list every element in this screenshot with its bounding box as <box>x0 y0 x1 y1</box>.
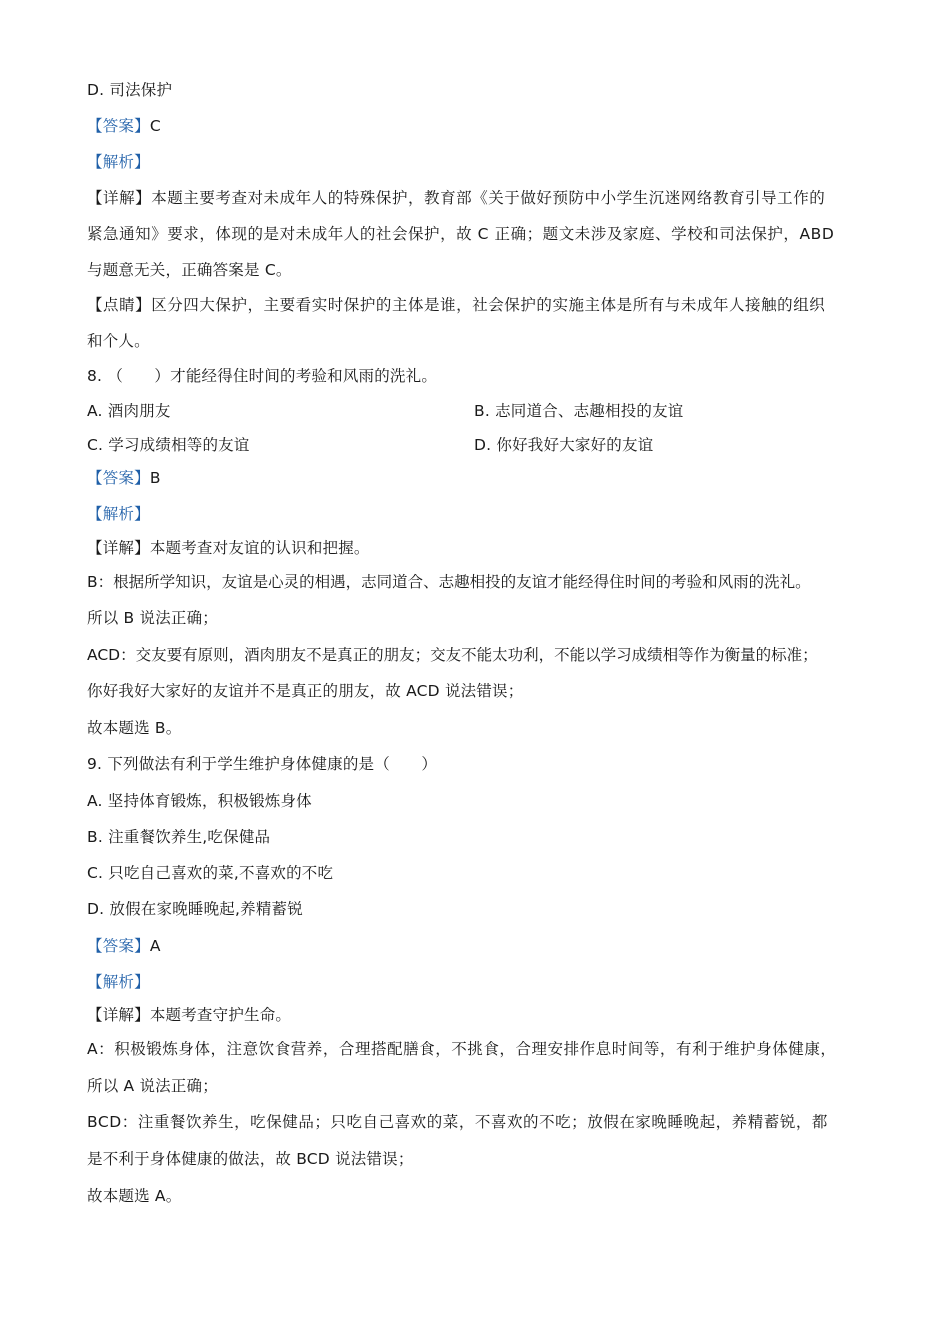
q9-option-d: D. 放假在家晚睡晚起,养精蓄锐 <box>87 900 303 918</box>
q9-option-c: C. 只吃自己喜欢的菜,不喜欢的不吃 <box>87 864 334 882</box>
q8-detail-line-1 <box>87 536 877 560</box>
detail-text: 本题主要考查对未成年人的特殊保护，教育部《关于做好预防中小学生沉迷网络教育引导工作的 <box>151 189 826 207</box>
analysis-tag: 【解析】 <box>87 153 150 171</box>
q8-option-c: C. 学习成绩相等的友谊 <box>87 436 250 454</box>
q9-option-a: A. 坚持体育锻炼，积极锻炼身体 <box>87 792 312 810</box>
q7-detail-line-1 <box>87 186 877 210</box>
q8-acd-line-1: ACD：交友要有原则，酒肉朋友不是真正的朋友；交友不能太功利，不能以学习成绩相等作为衡量的标准； <box>87 646 818 664</box>
q8-option-d: D. 你好我好大家好的友谊 <box>474 436 654 454</box>
q8-analysis-heading <box>87 502 877 526</box>
q9-analysis-heading <box>87 970 877 994</box>
answer-value: A <box>149 937 161 955</box>
q7-answer <box>87 114 877 138</box>
detail-text: 本题考查守护生命。 <box>149 1006 292 1024</box>
q8-options-row-2 <box>87 433 877 457</box>
q7-detail-line-3: 与题意无关，正确答案是 C。 <box>87 261 292 279</box>
q9-answer <box>87 934 877 958</box>
q8-options-row-1 <box>87 399 877 423</box>
tip-tag: 【点睛】 <box>87 296 152 314</box>
q8-option-a: A. 酒肉朋友 <box>87 402 171 420</box>
q9-conclusion: 故本题选 A。 <box>87 1187 182 1205</box>
q9-a-line-1: A：积极锻炼身体，注意饮食营养，合理搭配膳食，不挑食，合理安排作息时间等，有利于维护身体健康， <box>87 1040 837 1058</box>
q9-bcd-line-2: 是不利于身体健康的做法，故 BCD 说法错误； <box>87 1150 414 1168</box>
q9-bcd-line-1: BCD：注重餐饮养生，吃保健品；只吃自己喜欢的菜，不喜欢的不吃；放假在家晚睡晚起，养精蓄锐，都 <box>87 1113 828 1131</box>
q8-answer <box>87 466 877 490</box>
q7-analysis-heading <box>87 150 877 174</box>
answer-value: C <box>149 117 161 135</box>
q8-b-line-2: 所以 B 说法正确； <box>87 609 218 627</box>
detail-text: 本题考查对友谊的认识和把握。 <box>149 539 370 557</box>
q7-tip-line-2: 和个人。 <box>87 332 150 350</box>
q9-stem: 9. 下列做法有利于学生维护身体健康的是（ ） <box>87 755 438 773</box>
q9-option-b: B. 注重餐饮养生,吃保健品 <box>87 828 271 846</box>
answer-tag: 【答案】 <box>87 469 150 487</box>
q8-acd-line-2: 你好我好大家好的友谊并不是真正的朋友，故 ACD 说法错误； <box>87 682 524 700</box>
analysis-tag: 【解析】 <box>87 505 150 523</box>
q7-tip-line-1 <box>87 293 877 317</box>
answer-tag: 【答案】 <box>87 117 150 135</box>
detail-tag: 【详解】 <box>87 539 150 557</box>
answer-value: B <box>149 469 161 487</box>
detail-tag: 【详解】 <box>87 1006 150 1024</box>
analysis-tag: 【解析】 <box>87 973 150 991</box>
detail-tag: 【详解】 <box>87 189 152 207</box>
tip-text: 区分四大保护，主要看实时保护的主体是谁，社会保护的实施主体是所有与未成年人接触的组织 <box>151 296 826 314</box>
q7-option-d: D. 司法保护 <box>87 81 173 99</box>
answer-tag: 【答案】 <box>87 937 150 955</box>
q9-detail-line-1 <box>87 1003 877 1027</box>
q8-b-line-1: B：根据所学知识，友谊是心灵的相遇，志同道合、志趣相投的友谊才能经得住时间的考验和风雨的洗礼。 <box>87 573 811 591</box>
q7-detail-line-2: 紧急通知》要求，体现的是对未成年人的社会保护，故 C 正确；题文未涉及家庭、学校和司法保护，ABD <box>87 225 835 243</box>
q8-option-b: B. 志同道合、志趣相投的友谊 <box>474 402 684 420</box>
q8-conclusion: 故本题选 B。 <box>87 719 182 737</box>
q8-stem: 8. （ ）才能经得住时间的考验和风雨的洗礼。 <box>87 367 438 385</box>
q9-a-line-2: 所以 A 说法正确； <box>87 1077 218 1095</box>
